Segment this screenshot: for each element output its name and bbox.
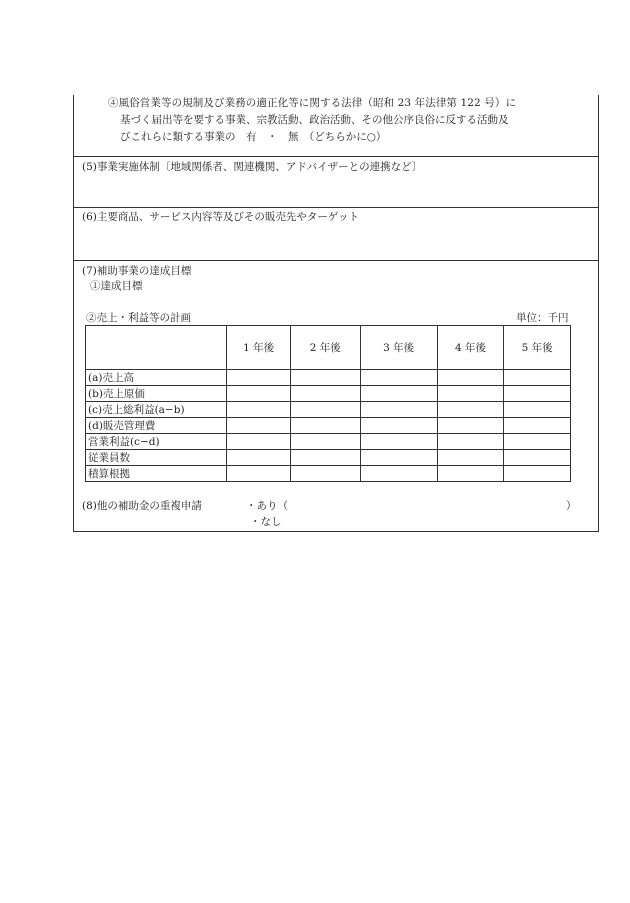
value-cell[interactable] (227, 434, 291, 450)
table-header-cell: 2 年後 (291, 326, 361, 370)
value-cell[interactable] (291, 434, 361, 450)
value-cell[interactable] (437, 434, 504, 450)
section-5 (74, 157, 598, 207)
value-cell[interactable] (291, 402, 361, 418)
value-cell[interactable] (504, 450, 571, 466)
value-cell[interactable] (227, 466, 291, 482)
table-header-cell: 5 年後 (504, 326, 571, 370)
row-label: (c)売上総利益(a−b) (86, 402, 227, 418)
section-4-line-2: 基づく届出等を要する事業、宗教活動、政治活動、その他公序良俗に反する活動及 (120, 114, 509, 126)
row-label: (a)売上高 (86, 370, 227, 386)
value-cell[interactable] (360, 450, 437, 466)
value-cell[interactable] (360, 370, 437, 386)
table-header-cell: 4 年後 (437, 326, 504, 370)
value-cell[interactable] (227, 386, 291, 402)
table-row (86, 402, 571, 418)
section-7-sub-1: ①達成目標 (90, 280, 143, 292)
value-cell[interactable] (437, 402, 504, 418)
row-label: (b)売上原価 (86, 386, 227, 402)
table-row (86, 386, 571, 402)
section-8-title: (8)他の補助金の重複申請 (82, 500, 202, 512)
value-cell[interactable] (291, 386, 361, 402)
table-row (86, 466, 571, 482)
section-4 (74, 95, 598, 156)
section-7-title: (7)補助事業の達成目標 (82, 265, 192, 277)
value-cell[interactable] (291, 418, 361, 434)
table-header-cell (86, 326, 227, 370)
value-cell[interactable] (227, 370, 291, 386)
row-label: 積算根拠 (86, 466, 227, 482)
value-cell[interactable] (504, 466, 571, 482)
value-cell[interactable] (504, 386, 571, 402)
option-yes-close: ） (566, 500, 577, 512)
section-6-title: (6)主要商品、サービス内容等及びその販売先やターゲット (82, 211, 359, 223)
value-cell[interactable] (437, 370, 504, 386)
value-cell[interactable] (437, 466, 504, 482)
option-no[interactable]: ・なし (250, 516, 282, 528)
value-cell[interactable] (504, 418, 571, 434)
section-4-line-1: ④風俗営業等の規制及び業務の適正化等に関する法律（昭和 23 年法律第 122 号）に (108, 97, 517, 109)
value-cell[interactable] (227, 418, 291, 434)
table-row (86, 418, 571, 434)
section-7-sub-2: ②売上・利益等の計画 (86, 312, 191, 324)
row-label: (d)販売管理費 (86, 418, 227, 434)
value-cell[interactable] (291, 466, 361, 482)
table-header-cell: 3 年後 (360, 326, 437, 370)
value-cell[interactable] (504, 402, 571, 418)
option-yes[interactable]: ・あり（ (246, 500, 288, 512)
value-cell[interactable] (360, 386, 437, 402)
value-cell[interactable] (227, 402, 291, 418)
application-form (73, 95, 599, 532)
divider (74, 260, 598, 261)
section-5-title: (5)事業実施体制〔地域関係者、関連機関、アドバイザーとの連携など〕 (82, 161, 423, 173)
value-cell[interactable] (291, 370, 361, 386)
value-cell[interactable] (291, 450, 361, 466)
value-cell[interactable] (360, 418, 437, 434)
section-4-line-3: びこれらに類する事業の 有 ・ 無 （どちらかに○） (120, 131, 387, 143)
table-row (86, 450, 571, 466)
table-row (86, 434, 571, 450)
row-label: 従業員数 (86, 450, 227, 466)
table-header-row (86, 326, 571, 370)
value-cell[interactable] (360, 434, 437, 450)
unit-label: 単位：千円 (516, 312, 569, 324)
table-row (86, 370, 571, 386)
section-6 (74, 208, 598, 260)
value-cell[interactable] (360, 402, 437, 418)
sales-plan-table (85, 325, 571, 482)
value-cell[interactable] (504, 434, 571, 450)
value-cell[interactable] (437, 450, 504, 466)
row-label: 営業利益(c−d) (86, 434, 227, 450)
value-cell[interactable] (504, 370, 571, 386)
value-cell[interactable] (227, 450, 291, 466)
table-header-cell: 1 年後 (227, 326, 291, 370)
value-cell[interactable] (437, 418, 504, 434)
value-cell[interactable] (437, 386, 504, 402)
value-cell[interactable] (360, 466, 437, 482)
